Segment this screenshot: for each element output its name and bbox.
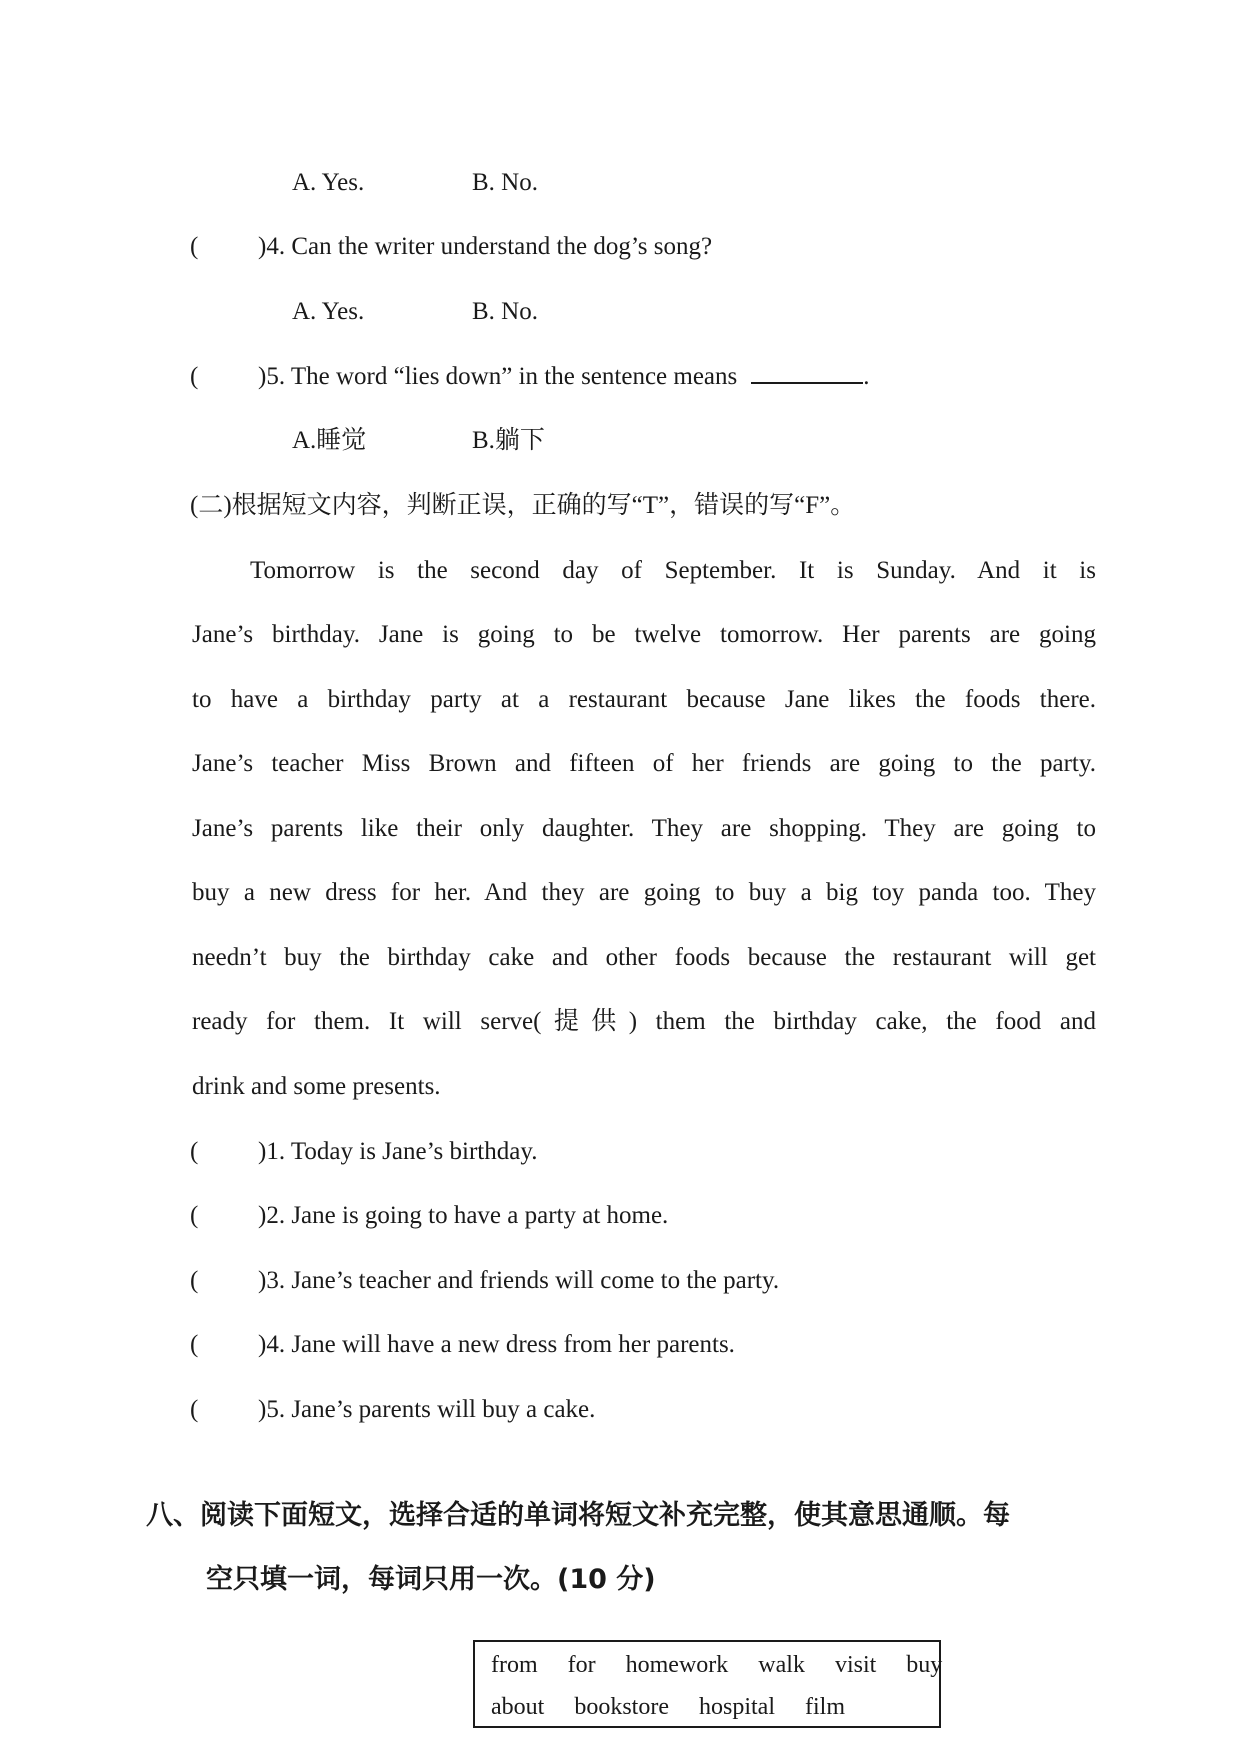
word-about: about [491,1694,545,1720]
q4-option-a: A. Yes. [292,298,365,325]
q4-paren: ( [190,233,199,260]
q5-question: )5. The word “lies down” in the sentence means [258,363,738,390]
statement-2-paren: ( [190,1202,199,1229]
word-hospital: hospital [698,1694,775,1720]
word-visit: visit [834,1652,877,1678]
section8-heading-line1: 八、阅读下面短文，选择合适的单词将短文补充完整，使其意思通顺。每 [146,1500,1010,1531]
q3-option-a: A. Yes. [292,169,365,196]
passage-line-8: ready for them. It will serve(提供) them the birthday cake, the food and [192,1008,1096,1035]
passage-line-2: Jane’s birthday. Jane is going to be twelve tomorrow. Her parents are going [192,621,1096,648]
word-homework: homework [625,1652,729,1678]
q5-option-a: A.睡觉 [292,427,367,454]
q3-option-b: B. No. [472,169,538,196]
word-bank-row-2 [491,1692,869,1722]
q4-text: )4. Can the writer understand the dog’s song? [258,233,713,260]
q5-text [258,360,870,394]
statement-3-paren: ( [190,1267,199,1294]
passage-line-5: Jane’s parents like their only daughter. They are shopping. They are going to [192,815,1096,842]
section2-instruction: (二)根据短文内容，判断正误，正确的写“T”，错误的写“F”。 [190,492,856,519]
word-bank-row-1 [491,1650,942,1680]
passage-line-9: drink and some presents. [192,1073,441,1100]
word-for: for [567,1652,596,1678]
word-film: film [804,1694,845,1720]
word-buy: buy [906,1652,943,1678]
statement-5: )5. Jane’s parents will buy a cake. [258,1396,596,1423]
passage-line-3: to have a birthday party at a restaurant because Jane likes the foods there. [192,686,1096,713]
word-walk: walk [758,1652,805,1678]
statement-1-paren: ( [190,1138,199,1165]
statement-4: )4. Jane will have a new dress from her parents. [258,1331,735,1358]
passage-line-6: buy a new dress for her. And they are going to buy a big toy panda too. They [192,879,1096,906]
statement-4-paren: ( [190,1331,199,1358]
passage-line-7: needn’t buy the birthday cake and other foods because the restaurant will get [192,944,1096,971]
word-bookstore: bookstore [574,1694,669,1720]
statement-1: )1. Today is Jane’s birthday. [258,1138,538,1165]
q5-tail: . [863,363,870,390]
q5-option-b: B.躺下 [472,427,545,454]
statement-3: )3. Jane’s teacher and friends will come to the party. [258,1267,780,1294]
statement-5-paren: ( [190,1396,199,1423]
q5-paren: ( [190,363,199,390]
answer-blank [751,362,863,384]
statement-2: )2. Jane is going to have a party at home. [258,1202,669,1229]
q4-option-b: B. No. [472,298,538,325]
word-from: from [491,1652,538,1678]
word-bank-box [473,1640,941,1728]
section8-heading-line2: 空只填一词，每词只用一次。(10 分) [206,1564,656,1595]
passage-line-1: Tomorrow is the second day of September. It is Sunday. And it is [250,557,1096,584]
passage-line-4: Jane’s teacher Miss Brown and fifteen of her friends are going to the party. [192,750,1096,777]
